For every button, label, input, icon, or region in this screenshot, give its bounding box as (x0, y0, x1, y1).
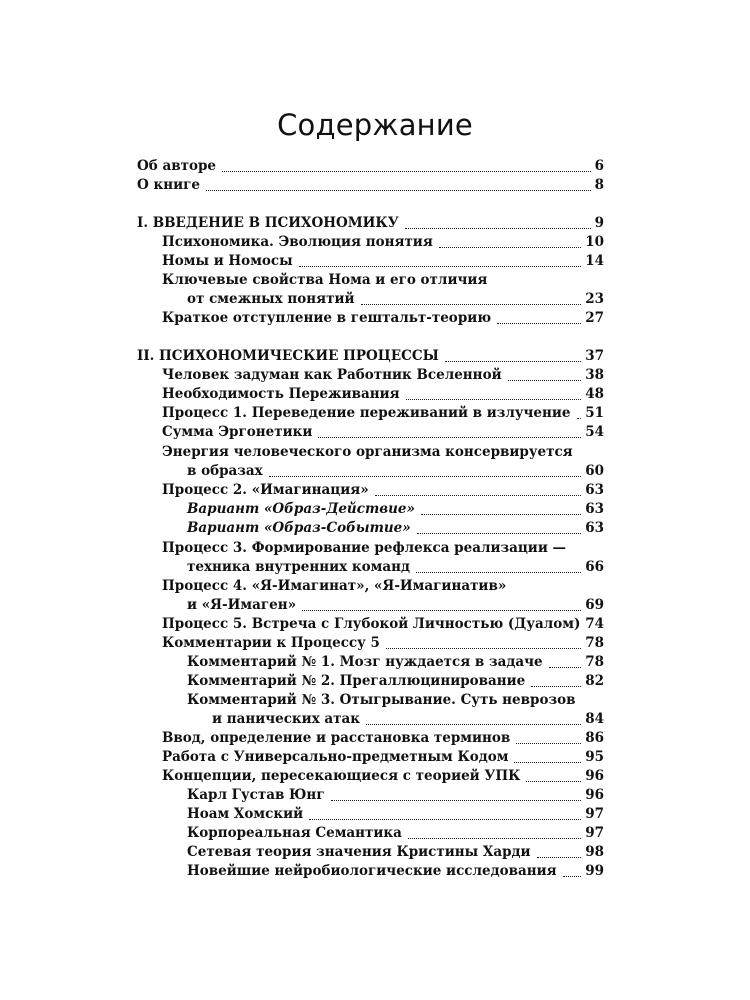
toc-entry[interactable] (0, 538, 750, 558)
toc-entry[interactable] (0, 384, 750, 404)
toc-entry-title: Карл Густав Юнг (187, 787, 325, 803)
toc-entry[interactable] (0, 633, 750, 653)
toc-entry-page: 82 (585, 673, 604, 689)
toc-entry-continuation[interactable] (0, 595, 750, 615)
dot-leader (405, 228, 591, 229)
toc-entry[interactable] (0, 403, 750, 423)
toc-entry-title: и «Я-Имаген» (187, 597, 297, 613)
toc-entry-page: 14 (585, 253, 604, 269)
toc-entry-page: 98 (585, 844, 604, 860)
toc-entry[interactable] (0, 614, 750, 634)
toc-entry-title: Сумма Эргонетики (162, 424, 313, 440)
toc-entry-title: Номы и Номосы (162, 253, 293, 269)
dot-leader (318, 437, 581, 438)
toc-entry-continuation[interactable] (0, 557, 750, 577)
toc-entry-page: 37 (585, 348, 604, 364)
toc-entry-title: Процесс 2. «Имагинация» (162, 482, 369, 498)
toc-entry-page: 23 (585, 291, 604, 307)
toc-entry-page: 97 (585, 825, 604, 841)
toc-entry[interactable] (0, 576, 750, 596)
dot-leader (269, 476, 582, 477)
dot-leader (206, 190, 591, 191)
toc-entry-page: 78 (585, 654, 604, 670)
toc-entry-page: 69 (585, 597, 604, 613)
toc-entry-title: Процесс 3. Формирование рефлекса реализации — (162, 540, 567, 556)
toc-entry-title: Ключевые свойства Нома и его отличия (162, 272, 488, 288)
dot-leader (497, 323, 581, 324)
toc-entry[interactable] (0, 422, 750, 442)
toc-subentry[interactable] (0, 842, 750, 862)
dot-leader (302, 610, 581, 611)
toc-entry-title: Необходимость Переживания (162, 386, 400, 402)
dot-leader (331, 800, 582, 801)
toc-entry[interactable] (0, 156, 750, 176)
toc-entry-title: О книге (137, 177, 200, 193)
toc-entry-title: и панических атак (212, 711, 361, 727)
toc-entry-page: 84 (585, 711, 604, 727)
toc-entry-title: Новейшие нейробиологические исследования (187, 863, 557, 879)
toc-entry[interactable] (0, 480, 750, 500)
dot-leader (309, 819, 581, 820)
toc-entry-page: 60 (585, 463, 604, 479)
dot-leader (366, 724, 581, 725)
toc-entry-page: 27 (585, 310, 604, 326)
toc-entry-title: Комментарий № 3. Отыгрывание. Суть неврозов (187, 692, 576, 708)
toc-entry-continuation[interactable] (0, 709, 750, 729)
toc-entry[interactable] (0, 728, 750, 748)
toc-entry-continuation[interactable] (0, 289, 750, 309)
dot-leader (563, 876, 582, 877)
toc-subentry[interactable] (0, 804, 750, 824)
toc-entry-page: 9 (594, 215, 604, 231)
toc-entry-title: Человек задуман как Работник Вселенной (162, 367, 502, 383)
toc-entry-page: 97 (585, 806, 604, 822)
toc-entry-page: 8 (594, 177, 604, 193)
dot-leader (406, 399, 582, 400)
toc-subentry[interactable] (0, 652, 750, 672)
toc-entry-page: 95 (585, 749, 604, 765)
toc-entry-continuation[interactable] (0, 461, 750, 481)
toc-entry-title: Энергия человеческого организма консервируется (162, 444, 573, 460)
toc-entry[interactable] (0, 232, 750, 252)
toc-entry-page: 10 (585, 234, 604, 250)
page-title: Содержание (277, 108, 473, 142)
toc-entry-title: Вариант «Образ-Действие» (187, 501, 415, 517)
dot-leader (408, 838, 581, 839)
toc-entry-page: 86 (585, 730, 604, 746)
toc-entry-title: Концепции, пересекающиеся с теорией УПК (162, 768, 521, 784)
toc-entry-title: Работа с Универсально-предметным Кодом (162, 749, 509, 765)
toc-entry-page: 6 (594, 158, 604, 174)
dot-leader (222, 171, 591, 172)
dot-leader (516, 743, 581, 744)
toc-entry-page: 96 (585, 787, 604, 803)
dot-leader (514, 762, 581, 763)
toc-subentry[interactable] (0, 518, 750, 538)
toc-subentry[interactable] (0, 499, 750, 519)
dot-leader (361, 304, 582, 305)
dot-leader (386, 648, 581, 649)
toc-entry-page: 99 (585, 863, 604, 879)
toc-entry-title: Об авторе (137, 158, 216, 174)
toc-entry[interactable] (0, 365, 750, 385)
toc-entry-title: в образах (187, 463, 263, 479)
dot-leader (445, 361, 581, 362)
toc-entry-page: 54 (585, 424, 604, 440)
toc-entry-title: Психономика. Эволюция понятия (162, 234, 433, 250)
dot-leader (577, 418, 582, 419)
dot-leader (439, 247, 581, 248)
toc-entry[interactable] (0, 308, 750, 328)
toc-entry-title: от смежных понятий (187, 291, 355, 307)
toc-entry-title: Ноам Хомский (187, 806, 304, 822)
toc-entry-title: Комментарий № 2. Прегаллюцинирование (187, 673, 526, 689)
dot-leader (375, 495, 582, 496)
toc-subentry[interactable] (0, 785, 750, 805)
toc-entry-title: Краткое отступление в гештальт-теорию (162, 310, 492, 326)
toc-entry[interactable] (0, 747, 750, 767)
dot-leader (537, 857, 582, 858)
toc-section-heading[interactable] (0, 346, 750, 366)
toc-subentry[interactable] (0, 690, 750, 710)
dot-leader (421, 514, 581, 515)
toc-entry-title: Процесс 5. Встреча с Глубокой Личностью (Дуалом) (162, 616, 581, 632)
toc-entry-page: 51 (585, 405, 604, 421)
toc-entry-title: Вариант «Образ-Событие» (187, 520, 411, 536)
toc-entry[interactable] (0, 251, 750, 271)
toc-entry-title: Корпореальная Семантика (187, 825, 402, 841)
toc-entry-page: 38 (585, 367, 604, 383)
toc-section-heading[interactable] (0, 213, 750, 233)
toc-entry-title: Процесс 4. «Я-Имагинат», «Я-Имагинатив» (162, 578, 507, 594)
toc-entry[interactable] (0, 175, 750, 195)
toc-subentry[interactable] (0, 823, 750, 843)
dot-leader (299, 266, 582, 267)
toc-entry-title: I. ВВЕДЕНИЕ В ПСИХОНОМИКУ (137, 215, 399, 231)
dot-leader (417, 533, 582, 534)
toc-entry[interactable] (0, 766, 750, 786)
toc-entry-page: 63 (585, 501, 604, 517)
toc-entry-page: 78 (585, 635, 604, 651)
toc-entry-title: Процесс 1. Переведение переживаний в излучение (162, 405, 571, 421)
toc-entry-title: II. ПСИХОНОМИЧЕСКИЕ ПРОЦЕССЫ (137, 348, 439, 364)
dot-leader (508, 380, 582, 381)
toc-entry-page: 74 (585, 616, 604, 632)
toc-entry-page: 48 (585, 386, 604, 402)
toc-entry-title: техника внутренних команд (187, 559, 411, 575)
dot-leader (531, 686, 581, 687)
dot-leader (526, 781, 581, 782)
toc-entry-title: Сетевая теория значения Кристины Харди (187, 844, 531, 860)
toc-subentry[interactable] (0, 671, 750, 691)
toc-entry-page: 96 (585, 768, 604, 784)
toc-entry-page: 63 (585, 482, 604, 498)
toc-entry[interactable] (0, 270, 750, 290)
toc-entry[interactable] (0, 442, 750, 462)
dot-leader (549, 667, 582, 668)
toc-entry-page: 66 (585, 559, 604, 575)
toc-subentry[interactable] (0, 861, 750, 881)
dot-leader (416, 572, 581, 573)
toc-entry-title: Ввод, определение и расстановка терминов (162, 730, 511, 746)
toc-entry-page: 63 (585, 520, 604, 536)
toc-entry-title: Комментарий № 1. Мозг нуждается в задаче (187, 654, 543, 670)
toc-entry-title: Комментарии к Процессу 5 (162, 635, 380, 651)
